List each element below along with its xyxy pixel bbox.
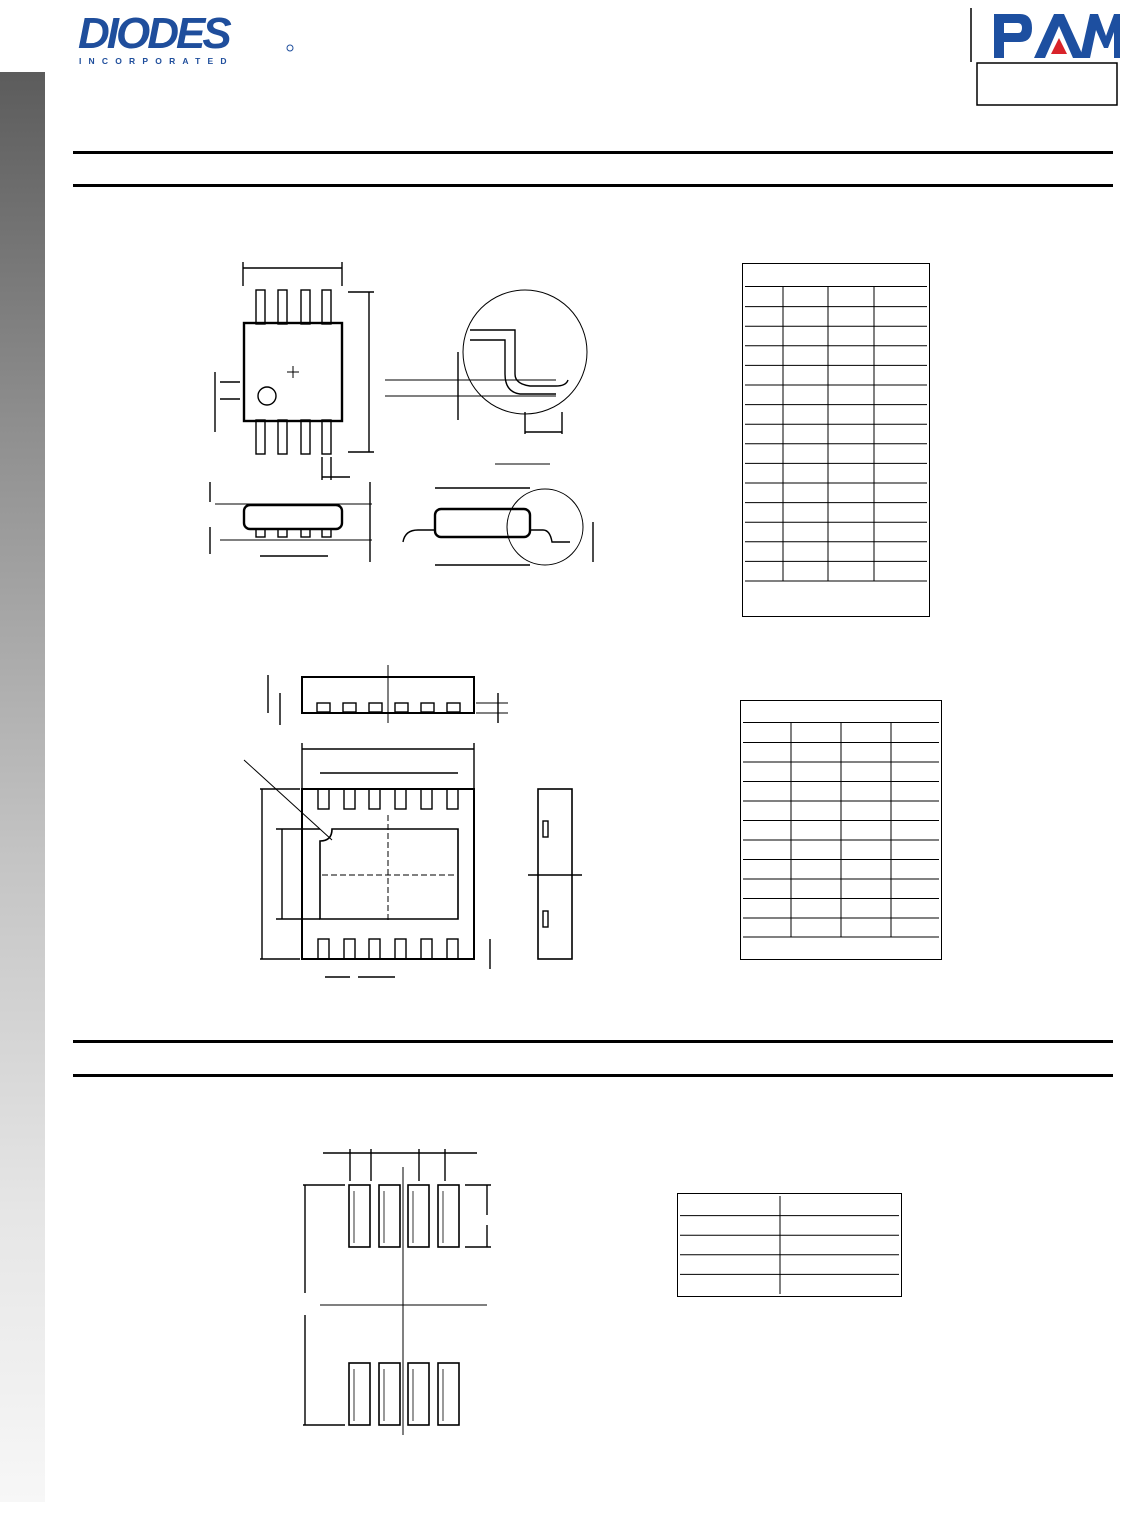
msop-table-grid — [745, 287, 927, 601]
diodes-logo — [76, 8, 296, 66]
land-pattern-drawing — [295, 1145, 495, 1435]
dfn-dimension-table — [740, 700, 942, 960]
msop-dimension-table — [742, 263, 930, 617]
land-table-grid — [680, 1196, 899, 1294]
section-rule-mid-1 — [73, 1040, 1113, 1043]
table-header-band — [745, 266, 927, 287]
section-rule-top-2 — [73, 184, 1113, 187]
pam-logo — [968, 6, 1122, 108]
section-rule-top-1 — [73, 151, 1113, 154]
msop-package-drawing — [200, 262, 610, 592]
dfn-table-grid — [743, 723, 939, 945]
dfn-package-drawing — [240, 665, 590, 985]
svg-text:INCORPORATED: INCORPORATED — [79, 56, 234, 66]
land-pattern-dimension-table — [677, 1193, 902, 1297]
svg-text:DIODES: DIODES — [78, 9, 229, 58]
sidebar-gradient-bar — [0, 72, 45, 1502]
section-rule-mid-2 — [73, 1074, 1113, 1077]
table-header-band — [743, 703, 939, 723]
